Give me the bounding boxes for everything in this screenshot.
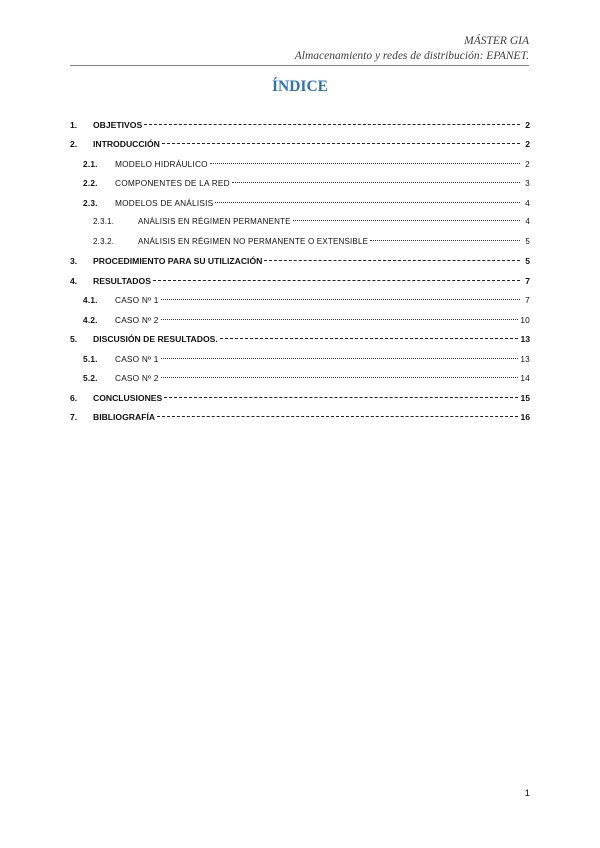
- toc-entry-page: 13: [520, 354, 530, 364]
- toc-dot-leader: [161, 357, 519, 359]
- toc-entry-page: 2: [525, 139, 530, 149]
- toc-entry[interactable]: [70, 237, 530, 251]
- toc-entry[interactable]: [70, 334, 530, 348]
- toc-entry[interactable]: [70, 295, 530, 309]
- toc-entry[interactable]: [70, 178, 530, 192]
- toc-entry[interactable]: [70, 120, 530, 134]
- toc-dot-leader: [161, 376, 519, 378]
- toc-dot-leader: [144, 123, 520, 125]
- toc-entry-number: 2.3.2.: [93, 237, 115, 246]
- toc-entry[interactable]: [70, 393, 530, 407]
- toc-entry-title: INTRODUCCIÓN: [93, 139, 160, 149]
- toc-dot-leader: [232, 181, 520, 183]
- toc-entry-page: 13: [520, 334, 530, 344]
- running-header: [70, 34, 529, 64]
- toc-entry[interactable]: [70, 217, 530, 231]
- toc-entry-title: PROCEDIMIENTO PARA SU UTILIZACIÓN: [93, 256, 263, 266]
- toc-entry-number: 2.1.: [83, 159, 98, 169]
- toc-entry[interactable]: [70, 256, 530, 270]
- toc-dot-leader: [293, 219, 520, 221]
- toc-dot-leader: [161, 298, 520, 300]
- toc-entry[interactable]: [70, 354, 530, 368]
- toc-entry-page: 5: [525, 237, 530, 246]
- header-divider: [70, 65, 529, 66]
- toc-entry-page: 5: [525, 256, 530, 266]
- toc-entry-title: OBJETIVOS: [93, 120, 143, 130]
- toc-entry-title: COMPONENTES DE LA RED: [115, 178, 230, 188]
- toc-entry-number: 4.1.: [83, 295, 98, 305]
- toc-dot-leader: [153, 279, 520, 281]
- toc-entry-title: CASO Nº 2: [115, 373, 159, 383]
- toc-entry-page: 3: [525, 178, 530, 188]
- toc-entry-number: 1.: [70, 120, 78, 130]
- toc-entry-page: 14: [520, 373, 530, 383]
- toc-entry-title: CASO Nº 1: [115, 354, 159, 364]
- toc-entry[interactable]: [70, 198, 530, 212]
- toc-entry-number: 4.: [70, 276, 78, 286]
- toc-dot-leader: [157, 415, 518, 417]
- toc-dot-leader: [210, 162, 520, 164]
- toc-entry-number: 5.: [70, 334, 78, 344]
- toc-dot-leader: [370, 239, 520, 241]
- toc-entry-title: RESULTADOS: [93, 276, 151, 286]
- toc-entry-number: 2.: [70, 139, 78, 149]
- toc-entry-title: CONCLUSIONES: [93, 393, 163, 403]
- toc-entry-page: 15: [520, 393, 530, 403]
- toc-entry-title: BIBLIOGRAFÍA: [93, 412, 156, 422]
- toc-entry-page: 16: [520, 412, 530, 422]
- toc-entry-number: 7.: [70, 412, 78, 422]
- toc-entry[interactable]: [70, 373, 530, 387]
- toc-entry[interactable]: [70, 315, 530, 329]
- toc-entry-number: 5.1.: [83, 354, 98, 364]
- toc-dot-leader: [161, 318, 519, 320]
- toc-entry-title: MODELO HIDRÁULICO: [115, 159, 208, 169]
- toc-entry-number: 4.2.: [83, 315, 98, 325]
- toc-dot-leader: [164, 396, 518, 398]
- toc-entry-number: 2.3.: [83, 198, 98, 208]
- toc-entry-number: 2.2.: [83, 178, 98, 188]
- toc-entry-page: 4: [525, 198, 530, 208]
- toc-entry-title: ANÁLISIS EN RÉGIMEN NO PERMANENTE O EXTENSIBLE: [138, 237, 369, 246]
- toc-entry-title: ANÁLISIS EN RÉGIMEN PERMANENTE: [138, 217, 291, 226]
- toc-entry-page: 7: [525, 276, 530, 286]
- toc-entry-number: 2.3.1.: [93, 217, 115, 226]
- toc-entry-title: CASO Nº 1: [115, 295, 159, 305]
- toc-dot-leader: [162, 142, 520, 144]
- page-title: ÍNDICE: [272, 78, 328, 95]
- header-subject: Almacenamiento y redes de distribución: EPANET.: [294, 50, 529, 62]
- toc-dot-leader: [220, 337, 519, 339]
- toc-entry-page: 4: [525, 217, 530, 226]
- header-course: MÁSTER GIA: [464, 35, 529, 47]
- toc-entry-title: MODELOS DE ANÁLISIS: [115, 198, 214, 208]
- toc-entry-page: 7: [525, 295, 530, 305]
- toc-entry-page: 10: [520, 315, 530, 325]
- toc-entry-page: 2: [525, 159, 530, 169]
- toc-entry[interactable]: [70, 159, 530, 173]
- toc-entry-number: 3.: [70, 256, 78, 266]
- toc-entry-number: 5.2.: [83, 373, 98, 383]
- toc-entry[interactable]: [70, 412, 530, 426]
- toc-entry-number: 6.: [70, 393, 78, 403]
- page-number: 1: [524, 788, 530, 799]
- toc-entry-title: CASO Nº 2: [115, 315, 159, 325]
- toc-entry[interactable]: [70, 139, 530, 153]
- toc-entry-page: 2: [525, 120, 530, 130]
- toc-entry[interactable]: [70, 276, 530, 290]
- toc-entry-title: DISCUSIÓN DE RESULTADOS.: [93, 334, 218, 344]
- toc-dot-leader: [215, 201, 520, 203]
- toc-dot-leader: [264, 259, 520, 261]
